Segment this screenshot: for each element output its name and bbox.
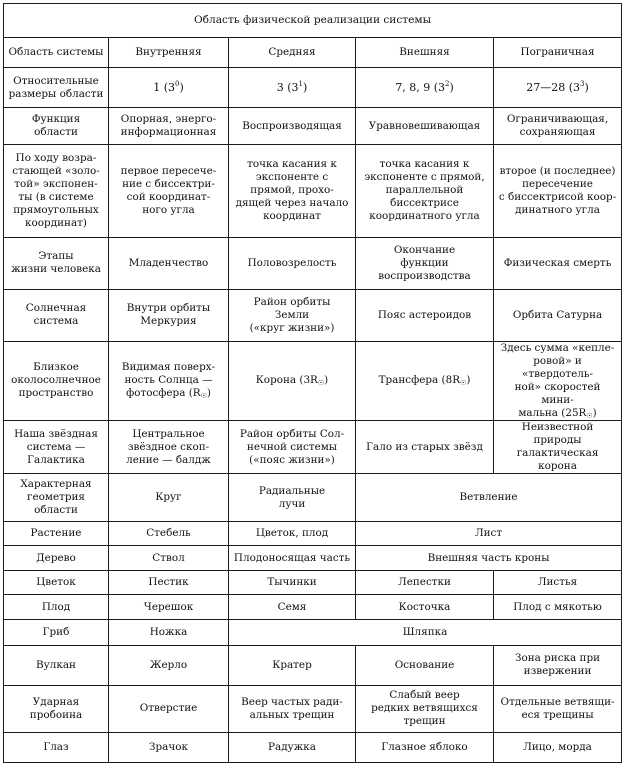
cell-middle: Кратер bbox=[229, 645, 356, 685]
table-row bbox=[4, 546, 622, 571]
row-label: Характерная геометрия области bbox=[4, 474, 109, 522]
row-label: Плод bbox=[4, 595, 109, 619]
row-label: Цветок bbox=[4, 571, 109, 595]
cell-inner: Черешок bbox=[109, 595, 229, 619]
cell-inner: Стебель bbox=[109, 522, 229, 546]
cell-border: Орбита Сатурна bbox=[494, 289, 622, 341]
row-label: Дерево bbox=[4, 546, 109, 571]
cell-middle-outer-border: Шляпка bbox=[229, 619, 622, 645]
table-row bbox=[4, 237, 622, 289]
cell-inner: Пестик bbox=[109, 571, 229, 595]
cell-inner: Жерло bbox=[109, 645, 229, 685]
row-label: Вулкан bbox=[4, 645, 109, 685]
table-row bbox=[4, 68, 622, 108]
cell-middle: Район орбиты Земли («круг жизни») bbox=[229, 289, 356, 341]
cell-border: Отдельные ветвящи- еся трещины bbox=[494, 685, 622, 732]
sun-symbol: ☉ bbox=[460, 379, 467, 388]
header-middle: Средняя bbox=[229, 38, 356, 68]
cell-inner: Младенчество bbox=[109, 237, 229, 289]
sun-symbol: ☉ bbox=[586, 411, 593, 420]
cell-middle: Радужка bbox=[229, 732, 356, 762]
cell-inner: Отверстие bbox=[109, 685, 229, 732]
table-row bbox=[4, 145, 622, 237]
table-row bbox=[4, 732, 622, 762]
cell-inner: Зрачок bbox=[109, 732, 229, 762]
sun-symbol: ☉ bbox=[200, 392, 207, 401]
cell-border: Ограничивающая, сохраняющая bbox=[494, 108, 622, 145]
cell-outer: Основание bbox=[356, 645, 494, 685]
cell-outer-border: Ветвление bbox=[356, 474, 622, 522]
table-row bbox=[4, 289, 622, 341]
cell-middle: Район орбиты Сол- нечной системы («пояс жизни») bbox=[229, 421, 356, 474]
cell-middle: Воспроизводящая bbox=[229, 108, 356, 145]
row-label: Относительные размеры области bbox=[4, 68, 109, 108]
table-caption-row bbox=[4, 4, 622, 38]
table-row bbox=[4, 108, 622, 145]
table-row bbox=[4, 619, 622, 645]
cell-outer: Уравновешивающая bbox=[356, 108, 494, 145]
row-label: Близкое околосолнечное пространство bbox=[4, 341, 109, 420]
system-table bbox=[3, 3, 622, 763]
cell-border: второе (и последнее) пересечение с биссектрисой коор- динатного угла bbox=[494, 145, 622, 237]
document-page bbox=[3, 3, 621, 763]
cell-middle: Корона $(3R_☉)$ bbox=[229, 341, 356, 420]
cell-middle: Семя bbox=[229, 595, 356, 619]
cell-inner: Круг bbox=[109, 474, 229, 522]
table-row bbox=[4, 595, 622, 619]
row-label: По ходу возра- стающей «золо- той» экспонен- ты (в системе прямоугольных координат) bbox=[4, 145, 109, 237]
cell-outer: Косточка bbox=[356, 595, 494, 619]
cell-outer-border: Внешняя часть кроны bbox=[356, 546, 622, 571]
table-caption: Область физической реализации системы bbox=[4, 4, 622, 38]
cell-border: Физическая смерть bbox=[494, 237, 622, 289]
header-border: Пограничная bbox=[494, 38, 622, 68]
table-row bbox=[4, 474, 622, 522]
table-row bbox=[4, 685, 622, 732]
cell-inner: Видимая поверх- ность Солнца — фотосфера $(R_☉)$ bbox=[109, 341, 229, 420]
cell-border: Лицо, морда bbox=[494, 732, 622, 762]
cell-middle: Тычинки bbox=[229, 571, 356, 595]
table-row bbox=[4, 341, 622, 420]
table-header-row bbox=[4, 38, 622, 68]
size-outer: 7, 8, 9 $(3^2)$ bbox=[356, 68, 494, 108]
cell-border: Плод с мякотью bbox=[494, 595, 622, 619]
row-label: Функция области bbox=[4, 108, 109, 145]
size-middle: 3 $(3^1)$ bbox=[229, 68, 356, 108]
row-label: Гриб bbox=[4, 619, 109, 645]
cell-outer: Слабый веер редких ветвящихся трещин bbox=[356, 685, 494, 732]
row-label: Солнечная система bbox=[4, 289, 109, 341]
size-inner: 1 $(3^0)$ bbox=[109, 68, 229, 108]
size-border: 27—28 $(3^3)$ bbox=[494, 68, 622, 108]
header-area: Область системы bbox=[4, 38, 109, 68]
row-label: Наша звёздная система — Галактика bbox=[4, 421, 109, 474]
row-label: Глаз bbox=[4, 732, 109, 762]
cell-middle: Цветок, плод bbox=[229, 522, 356, 546]
cell-inner: Центральное звёздное скоп- ление — балдж bbox=[109, 421, 229, 474]
table-row bbox=[4, 645, 622, 685]
cell-inner: Ствол bbox=[109, 546, 229, 571]
row-label: Растение bbox=[4, 522, 109, 546]
cell-outer: Глазное яблоко bbox=[356, 732, 494, 762]
cell-inner: первое пересече- ние с биссектри- сой координат- ного угла bbox=[109, 145, 229, 237]
table-row bbox=[4, 522, 622, 546]
cell-middle: Плодоносящая часть bbox=[229, 546, 356, 571]
cell-inner: Опорная, энерго- информационная bbox=[109, 108, 229, 145]
table-row bbox=[4, 571, 622, 595]
cell-inner: Ножка bbox=[109, 619, 229, 645]
cell-outer: Лепестки bbox=[356, 571, 494, 595]
cell-border: Здесь сумма «кепле- ровой» и «твердотель- ной» скоростей мини- мальна $(25R_☉)$ bbox=[494, 341, 622, 420]
cell-middle: Половозрелость bbox=[229, 237, 356, 289]
table-row bbox=[4, 421, 622, 474]
cell-border: Зона риска при извержении bbox=[494, 645, 622, 685]
cell-border: Листья bbox=[494, 571, 622, 595]
header-outer: Внешняя bbox=[356, 38, 494, 68]
cell-outer: точка касания к экспоненте с прямой, параллельной биссектрисе координатного угла bbox=[356, 145, 494, 237]
sun-symbol: ☉ bbox=[317, 379, 325, 388]
cell-border: Неизвестной природы галактическая корона bbox=[494, 421, 622, 474]
cell-outer: Трансфера $(8R_☉)$ bbox=[356, 341, 494, 420]
header-inner: Внутренняя bbox=[109, 38, 229, 68]
cell-middle: Радиальные лучи bbox=[229, 474, 356, 522]
cell-middle: Веер частых ради- альных трещин bbox=[229, 685, 356, 732]
row-label: Ударная пробоина bbox=[4, 685, 109, 732]
cell-outer-border: Лист bbox=[356, 522, 622, 546]
cell-outer: Гало из старых звёзд bbox=[356, 421, 494, 474]
cell-outer: Окончание функции воспроизводства bbox=[356, 237, 494, 289]
row-label: Этапы жизни человека bbox=[4, 237, 109, 289]
cell-inner: Внутри орбиты Меркурия bbox=[109, 289, 229, 341]
cell-middle: точка касания к экспоненте с прямой, прохо- дящей через начало координат bbox=[229, 145, 356, 237]
cell-outer: Пояс астероидов bbox=[356, 289, 494, 341]
